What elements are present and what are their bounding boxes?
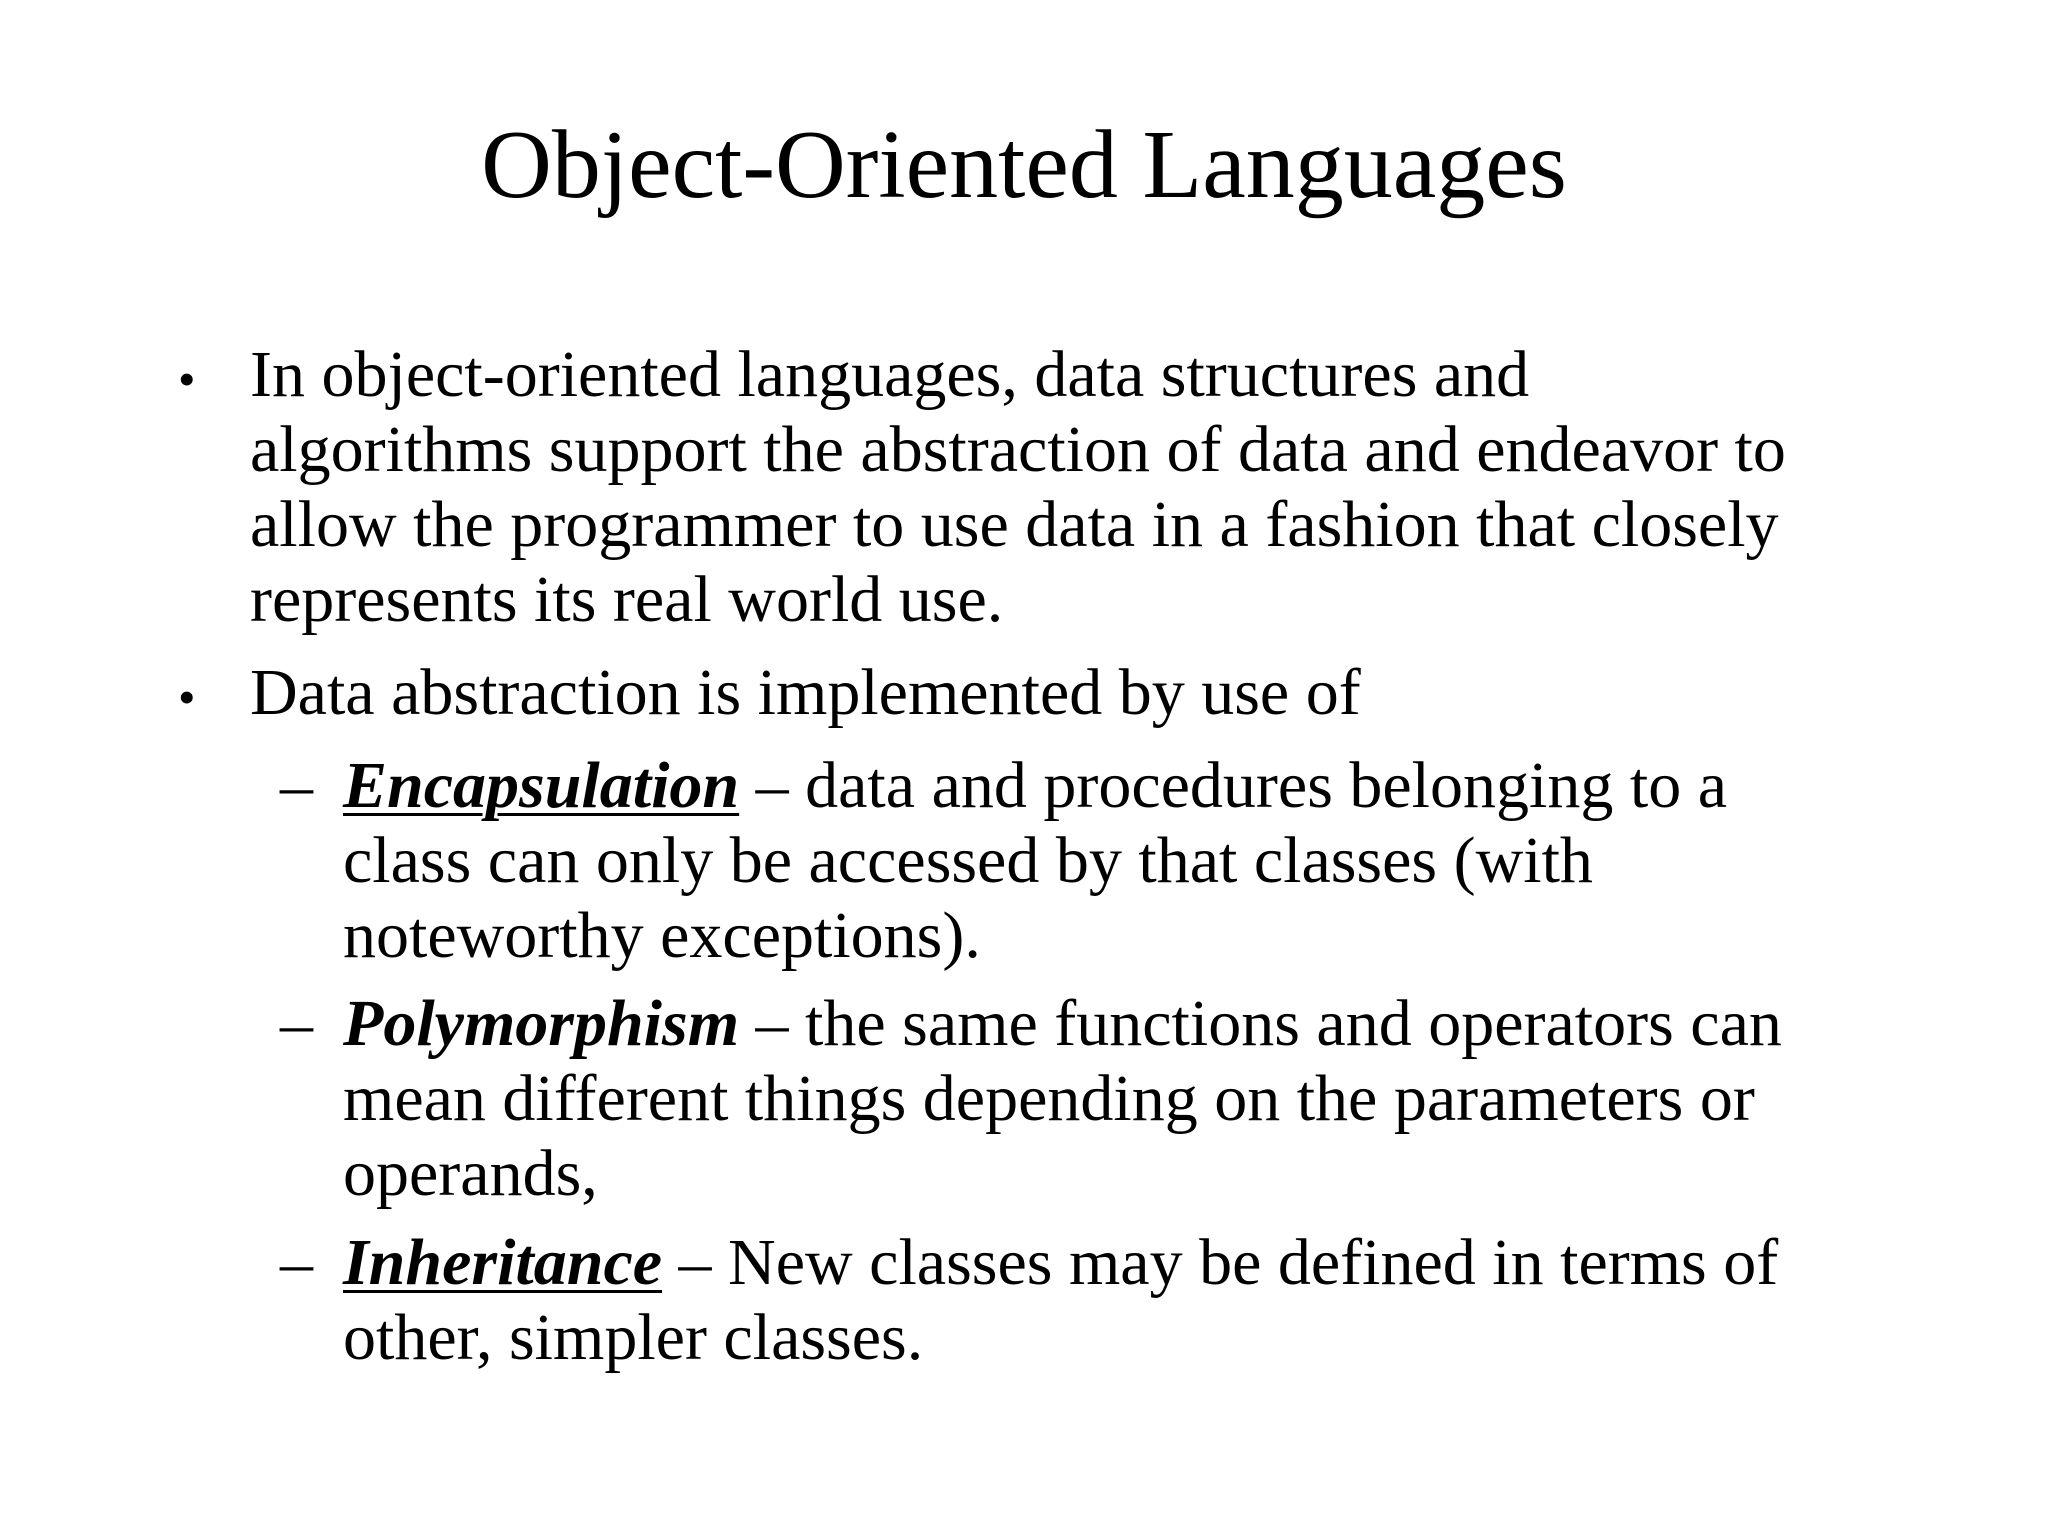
dash-icon: – — [280, 749, 313, 822]
sub-bullet-polymorphism — [343, 986, 1943, 1211]
sub-bullet-first-line — [343, 748, 1943, 823]
bullet-icon: • — [178, 351, 196, 407]
term-inheritance: Inheritance — [343, 1226, 663, 1299]
sub-bullet-inheritance — [343, 1225, 1943, 1375]
slide-title: Object-Oriented Languages — [481, 111, 1567, 219]
sub-bullet-first-line — [343, 1225, 1943, 1300]
sub-bullet-line: mean different things depending on the parameters or — [343, 1062, 1755, 1135]
sub-bullet-line: noteworthy exceptions). — [343, 899, 981, 972]
sub-bullet-text: – the same functions and operators can — [739, 987, 1782, 1060]
bullet-line: represents its real world use. — [250, 563, 1004, 636]
sub-bullet-encapsulation — [343, 748, 1943, 973]
bullet-line: allow the programmer to use data in a fashion that closely — [250, 488, 1779, 561]
term-encapsulation: Encapsulation — [343, 749, 740, 822]
bullet-item — [250, 337, 1900, 637]
bullet-line: In object-oriented languages, data structures and — [250, 338, 1530, 411]
sub-bullet-line: class can only be accessed by that classes (with — [343, 824, 1593, 897]
dash-icon: – — [280, 987, 313, 1060]
dash-icon: – — [280, 1226, 313, 1299]
sub-bullet-text: – New classes may be defined in terms of — [662, 1226, 1779, 1299]
sub-bullet-text: – data and procedures belonging to a — [739, 749, 1727, 822]
sub-bullet-line: operands, — [343, 1137, 598, 1210]
bullet-item — [250, 655, 1900, 730]
bullet-line: algorithms support the abstraction of data and endeavor to — [250, 413, 1786, 486]
term-polymorphism: Polymorphism — [343, 987, 740, 1060]
bullet-icon: • — [178, 669, 196, 725]
sub-bullet-first-line — [343, 986, 1943, 1061]
bullet-line: Data abstraction is implemented by use of — [250, 656, 1361, 729]
sub-bullet-line: other, simpler classes. — [343, 1301, 924, 1374]
